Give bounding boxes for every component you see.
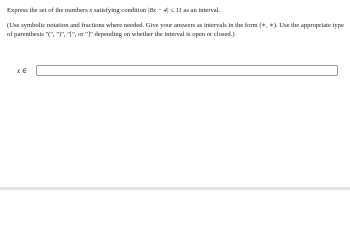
question-block: [7, 6, 345, 39]
answer-row: [0, 65, 350, 77]
bottom-divider: [0, 187, 350, 190]
instructions-line-1: (Use symbolic notation and fractions where needed. Give your answers as intervals in the form (∗, ∗). Use the appropriate type: [7, 22, 344, 29]
instructions-line-2: of parenthesis "(", ")", "[", or "]" depending on whether the interval is open or closed.): [7, 31, 235, 38]
prompt-condition: |8x − 4| ≤ 11: [147, 7, 182, 14]
prompt-variable: x: [89, 7, 93, 14]
prompt-suffix: as an interval.: [181, 7, 221, 14]
answer-label: x ∈: [17, 67, 28, 75]
prompt-middle: satisfying condition: [92, 7, 148, 14]
prompt-prefix: Express the set of the numbers: [7, 7, 90, 14]
question-prompt: [7, 6, 345, 15]
answer-input[interactable]: [36, 65, 338, 76]
